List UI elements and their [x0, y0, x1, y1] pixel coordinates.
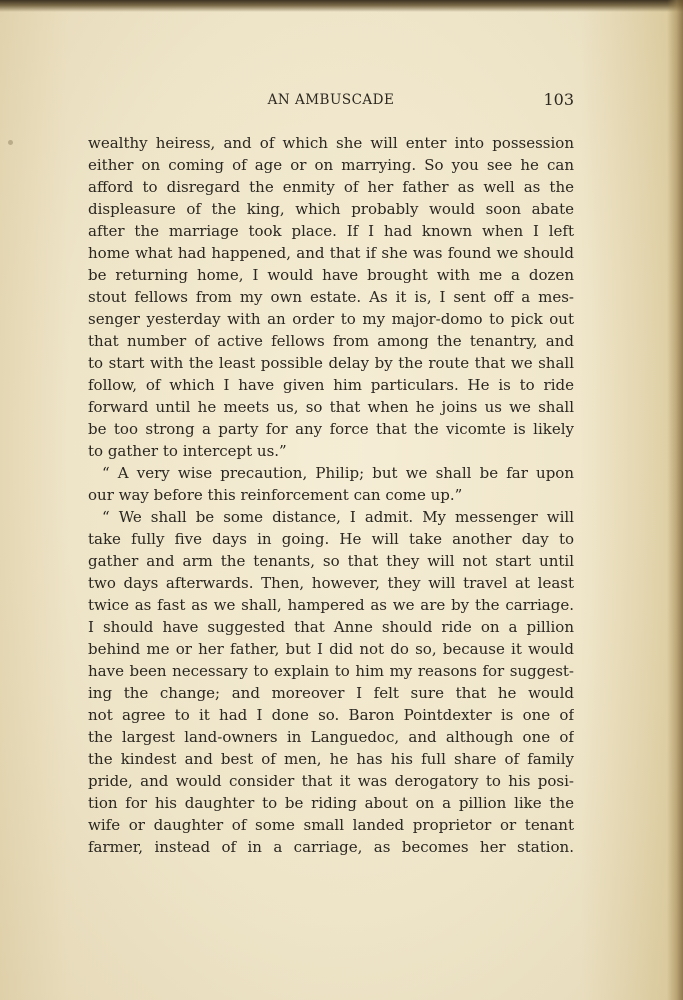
text-line: have been necessary to explain to him my reasons for suggest-	[88, 662, 574, 680]
text-line: ing the change; and moreover I felt sure that he would	[88, 684, 574, 702]
text-line: gather and arm the tenants, so that they will not start until	[88, 552, 574, 570]
text-line: home what had happened, and that if she was found we should	[88, 244, 574, 262]
text-line: “ A very wise precaution, Philip; but we shall be far upon	[102, 464, 574, 482]
text-line: “ We shall be some distance, I admit. My messenger will	[102, 508, 574, 526]
text-line: the largest land-owners in Languedoc, and although one of	[88, 728, 574, 746]
text-line: I should have suggested that Anne should ride on a pillion	[88, 618, 574, 636]
text-line: take fully five days in going. He will take another day to	[88, 530, 574, 548]
text-line: tion for his daughter to be riding about on a pillion like the	[88, 794, 574, 812]
text-line: to start with the least possible delay by the route that we shall	[88, 354, 574, 372]
text-line: farmer, instead of in a carriage, as becomes her station.	[88, 838, 574, 856]
text-line: pride, and would consider that it was derogatory to his posi-	[88, 772, 574, 790]
page-number: 103	[543, 90, 574, 109]
running-title: AN AMBUSCADE	[267, 92, 395, 108]
text-line: displeasure of the king, which probably would soon abate	[88, 200, 574, 218]
text-line: be too strong a party for any force that the vicomte is likely	[88, 420, 574, 438]
text-line: two days afterwards. Then, however, they will travel at least	[88, 574, 574, 592]
text-line: stout fellows from my own estate. As it is, I sent off a mes-	[88, 288, 574, 306]
text-line: that number of active fellows from among the tenantry, and	[88, 332, 574, 350]
body-text	[88, 132, 574, 858]
margin-spot	[8, 140, 13, 145]
text-line: to gather to intercept us.”	[88, 442, 287, 460]
text-line: not agree to it had I done so. Baron Pointdexter is one of	[88, 706, 574, 724]
text-line: wealthy heiress, and of which she will enter into possession	[88, 134, 574, 152]
text-line: senger yesterday with an order to my major-domo to pick out	[88, 310, 574, 328]
text-line: wife or daughter of some small landed proprietor or tenant	[88, 816, 574, 834]
text-line: our way before this reinforcement can come up.”	[88, 486, 463, 504]
text-line: afford to disregard the enmity of her father as well as the	[88, 178, 574, 196]
text-line: either on coming of age or on marrying. So you see he can	[88, 156, 574, 174]
text-line: the kindest and best of men, he has his full share of family	[88, 750, 574, 768]
text-line: behind me or her father, but I did not do so, because it would	[88, 640, 574, 658]
text-line: twice as fast as we shall, hampered as we are by the carriage.	[88, 596, 574, 614]
text-line: forward until he meets us, so that when he joins us we shall	[88, 398, 574, 416]
running-head	[88, 92, 574, 114]
text-line: after the marriage took place. If I had known when I left	[88, 222, 574, 240]
text-line: be returning home, I would have brought with me a dozen	[88, 266, 574, 284]
page-right-edge	[667, 0, 683, 1000]
text-line: follow, of which I have given him particulars. He is to ride	[88, 376, 574, 394]
page-top-shadow	[0, 0, 683, 12]
